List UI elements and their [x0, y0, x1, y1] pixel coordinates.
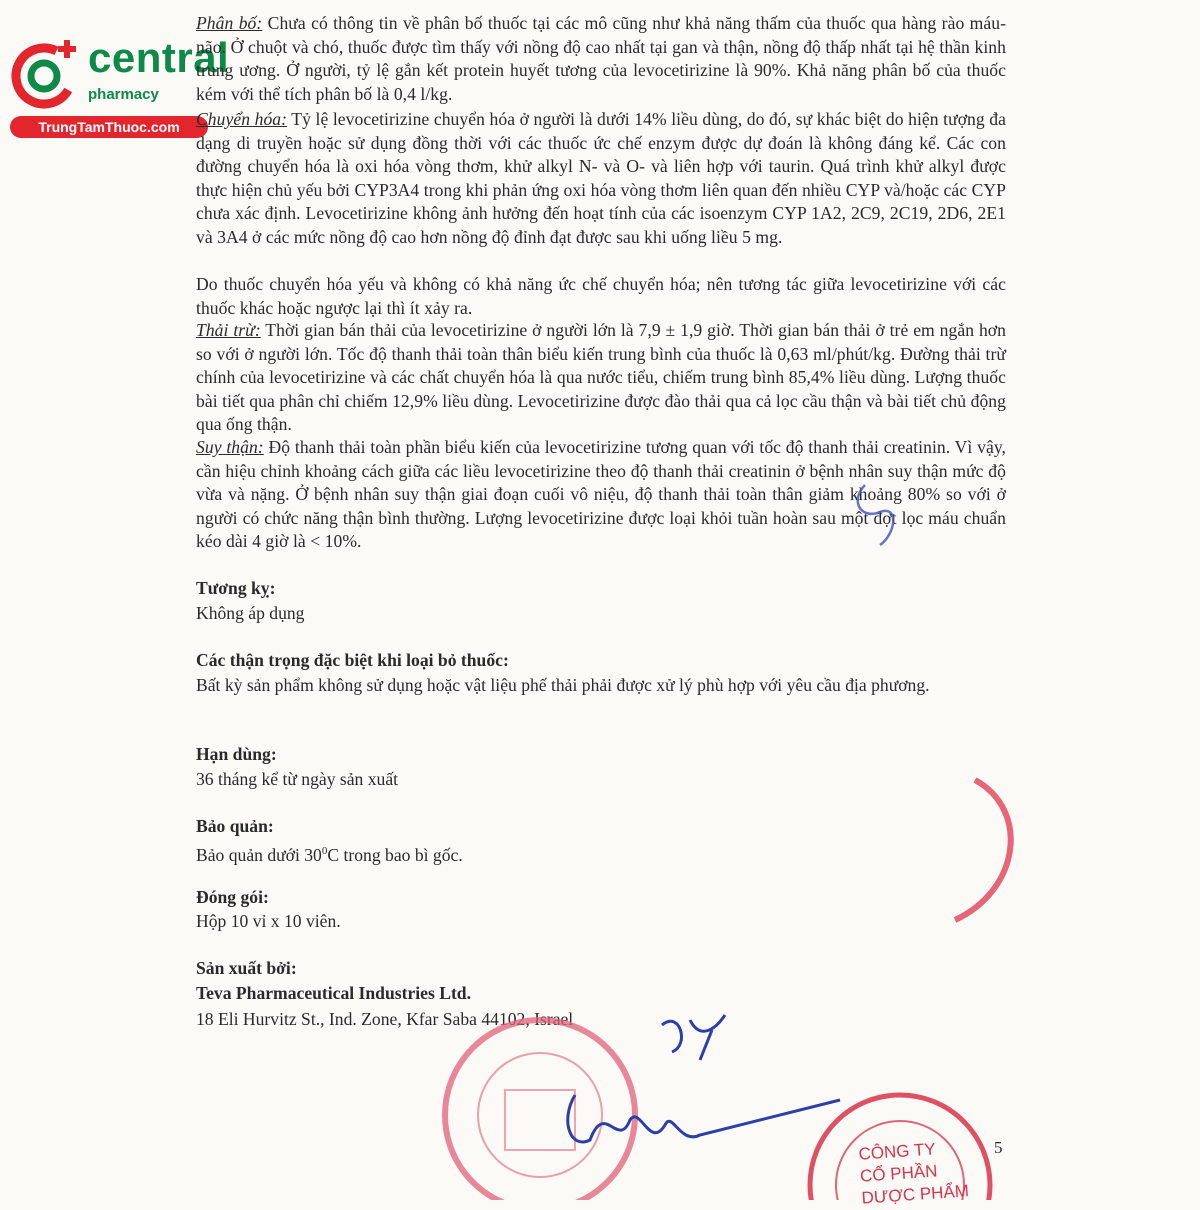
storage-body-suffix: C trong bao bì gốc.: [327, 844, 463, 865]
ministry-seal-outer: [445, 1020, 635, 1200]
manufacturer-address: 18 Eli Hurvitz St., Ind. Zone, Kfar Saba 44102, Israel: [196, 1009, 574, 1029]
ministry-seal-inner: [478, 1053, 602, 1177]
storage-body: [196, 840, 996, 867]
elimination-text: Thời gian bán thải của levocetirizine ở người lớn là 7,9 ± 1,9 giờ. Thời gian bán thải ở trẻ em ngắn hơn so với ở người lớn. Tốc độ thanh thải toàn thân biểu kiến trung bình của thuốc là 0,63 ml/phút/kg. Đường thải trừ chính của levocetirizine và các chất chuyển hóa là qua nước tiểu, chiếm trung bình 85,4% liều dùng. Lượng thuốc bài tiết qua phân chỉ chiếm 12,9% liều dùng. Levocetirizine được đào thải qua cả lọc cầu thận và bài tiết chủ động qua ống thận.: [196, 320, 1007, 435]
manufacturer-title: Sản xuất bởi:: [196, 958, 297, 978]
elimination-label: Thải trừ:: [196, 320, 261, 340]
shelf-life-body: 36 tháng kể từ ngày sản xuất: [196, 769, 399, 789]
renal-paragraph: [196, 436, 1006, 554]
distribution-paragraph: [196, 12, 1006, 106]
logo-website-badge: TrungTamThuoc.com: [10, 116, 208, 138]
metabolism-paragraph: [196, 108, 1006, 250]
signature-main: [568, 1095, 840, 1142]
renal-label: Suy thận:: [196, 437, 264, 457]
manufacturer-name: Teva Pharmaceutical Industries Ltd.: [196, 983, 471, 1003]
incompatibility-body: Không áp dụng: [196, 603, 305, 623]
logo-mark-icon: [8, 34, 88, 114]
company-stamp-text: [858, 1136, 970, 1209]
storage-body-prefix: Bảo quản dưới 30: [196, 844, 322, 865]
storage-body-superscript: 0: [321, 845, 328, 857]
central-pharmacy-logo: [0, 30, 230, 140]
interaction-text: Do thuốc chuyển hóa yếu và không có khả năng ức chế chuyển hóa; nên tương tác giữa levocetirizine với các thuốc khác hoặc ngược lại thì ít xảy ra.: [196, 274, 1006, 318]
packing-body: Hộp 10 vỉ x 10 viên.: [196, 911, 341, 931]
stamp-line-3: DƯỢC PHẨM: [860, 1181, 970, 1208]
shelf-life-title: Hạn dùng:: [196, 744, 277, 764]
metabolism-label: Chuyển hóa:: [196, 109, 288, 129]
page-number: 5: [994, 1138, 1003, 1157]
distribution-label: Phân bố:: [196, 13, 263, 33]
stamp-line-1: CÔNG TY: [857, 1139, 937, 1164]
interaction-paragraph: [196, 273, 1006, 320]
storage-title: Bảo quản:: [196, 816, 274, 836]
disposal-body: Bất kỳ sản phẩm không sử dụng hoặc vật liệu phế thải phải được xử lý phù hợp với yêu cầu địa phương.: [196, 675, 930, 695]
ministry-seal-emblem: [505, 1090, 575, 1150]
logo-sub-text: pharmacy: [88, 86, 159, 103]
stamp-line-2: CỔ PHẦN: [859, 1161, 939, 1186]
distribution-text: Chưa có thông tin về phân bố thuốc tại các mô cũng như khả năng thấm của thuốc qua hàng rào máu-não. Ở chuột và chó, thuốc được tìm thấy với nồng độ cao nhất tại gan và thận, nồng độ thấp nhất tại hệ thần kinh trung ương. Ở người, tỷ lệ gắn kết protein huyết tương của levocetirizine là 90%. Khả năng phân bố của thuốc kém với thể tích phân bố là 0,4 l/kg.: [196, 13, 1006, 104]
logo-brand-text: central: [88, 34, 230, 81]
renal-text: Độ thanh thải toàn phần biểu kiến của levocetirizine tương quan với tốc độ thanh thải creatinin. Vì vậy, cần hiệu chỉnh khoảng cách giữa các liều levocetirizine theo độ thanh thải creatinin ở bệnh nhân suy thận mức độ vừa và nặng. Ở bệnh nhân suy thận giai đoạn cuối vô niệu, độ thanh thải toàn thân giảm khoảng 80% so với ở người có chức năng thận bình thường. Lượng levocetirizine được loại khỏi tuần hoàn sau một đợt lọc máu chuẩn kéo dài 4 giờ là < 10%.: [196, 437, 1006, 552]
incompatibility-title: Tương kỵ:: [196, 578, 276, 598]
elimination-paragraph: [196, 319, 1006, 437]
disposal-title: Các thận trọng đặc biệt khi loại bỏ thuốc:: [196, 650, 509, 670]
packing-title: Đóng gói:: [196, 887, 269, 907]
metabolism-text: Tỷ lệ levocetirizine chuyển hóa ở người là dưới 14% liều dùng, do đó, sự khác biệt do hiện tượng đa dạng di truyền hoặc sử dụng đồng thời với các thuốc ức chế enzym được dự đoán là không đáng kể. Các con đường chuyển hóa là oxi hóa vòng thơm, khử alkyl N- và O- và liên hợp với taurin. Quá trình khử alkyl được thực hiện chủ yếu bởi CYP3A4 trong khi phản ứng oxi hóa vòng thơm liên quan đến nhiều CYP và/hoặc các CYP chưa xác định. Levocetirizine không ảnh hưởng đến hoạt tính của các isoenzym CYP 1A2, 2C9, 2C19, 2D6, 2E1 và 3A4 ở các mức nồng độ cao hơn nồng độ đỉnh đạt được sau khi uống liều 5 mg.: [196, 109, 1006, 247]
